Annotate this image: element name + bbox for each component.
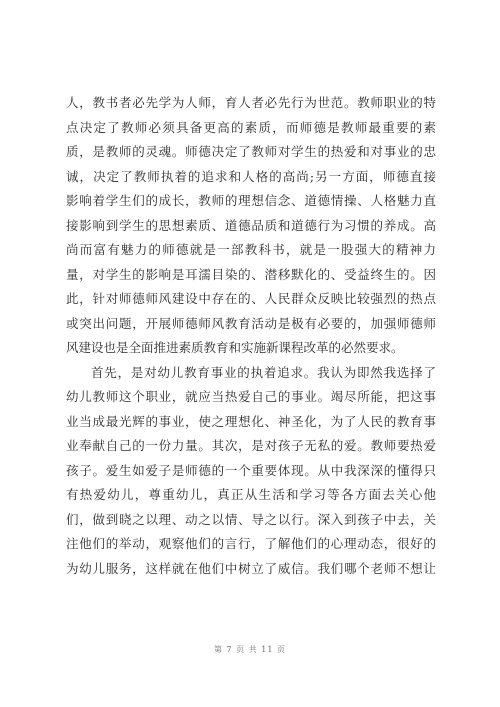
text-line: 此，针对师德师风建设中存在的、人民群众反映比较强烈的热点 bbox=[66, 291, 436, 306]
text-line: 质，是教师的灵魂。师德决定了教师对学生的热爱和对事业的忠 bbox=[66, 144, 436, 159]
text-line: 幼儿教师这个职业，就应当热爱自己的事业。竭尽所能，把这事 bbox=[66, 389, 436, 404]
page-number: 第 7 页 共 11 页 bbox=[214, 645, 286, 654]
text-line: 接影响到学生的思想素质、道德品质和道德行为习惯的养成。高 bbox=[66, 217, 436, 233]
text-line: 孩子。爱生如爱子是师德的一个重要体现。从中我深深的懂得只 bbox=[66, 462, 436, 478]
text-line: 为幼儿服务，这样就在他们中树立了威信。我们哪个老师不想让 bbox=[66, 560, 436, 576]
text-line: 们，做到晓之以理、动之以情、导之以行。深入到孩子中去，关 bbox=[66, 511, 436, 527]
text-line: 影响着学生们的成长，教师的理想信念、道德情操、人格魅力直 bbox=[66, 193, 436, 208]
text-line: 量，对学生的影响是耳濡目染的、潜移默化的、受益终生的。因 bbox=[66, 266, 436, 282]
text-line: 风建设也是全面推进素质教育和实施新课程改革的必然要求。 bbox=[66, 340, 404, 355]
text-line: 业当成最光辉的事业，使之理想化、神圣化，为了人民的教育事 bbox=[66, 413, 436, 429]
text-line: 点决定了教师必须具备更高的素质，而师德是教师最重要的素 bbox=[66, 119, 436, 135]
text-line: 首先，是对幼儿教育事业的执着追求。我认为即然我选择了 bbox=[91, 364, 436, 380]
text-line: 注他们的举动，观察他们的言行，了解他们的心理动态，很好的 bbox=[66, 536, 436, 551]
text-line: 或突出问题，开展师德师风教育活动是极有必要的，加强师德师 bbox=[66, 315, 436, 331]
text-line: 业奉献自己的一份力量。其次，是对孩子无私的爱。教师要热爱 bbox=[66, 438, 436, 453]
text-line: 有热爱幼儿，尊重幼儿，真正从生活和学习等各方面去关心他 bbox=[66, 487, 436, 502]
text-line: 尚而富有魅力的师德就是一部教科书，就是一股强大的精神力 bbox=[66, 242, 436, 257]
body-text bbox=[66, 91, 436, 581]
text-line: 人，教书者必先学为人师，育人者必先行为世范。教师职业的特 bbox=[66, 95, 436, 110]
text-line: 诚，决定了教师执着的追求和人格的高尚;另一方面，师德直接 bbox=[66, 168, 436, 184]
